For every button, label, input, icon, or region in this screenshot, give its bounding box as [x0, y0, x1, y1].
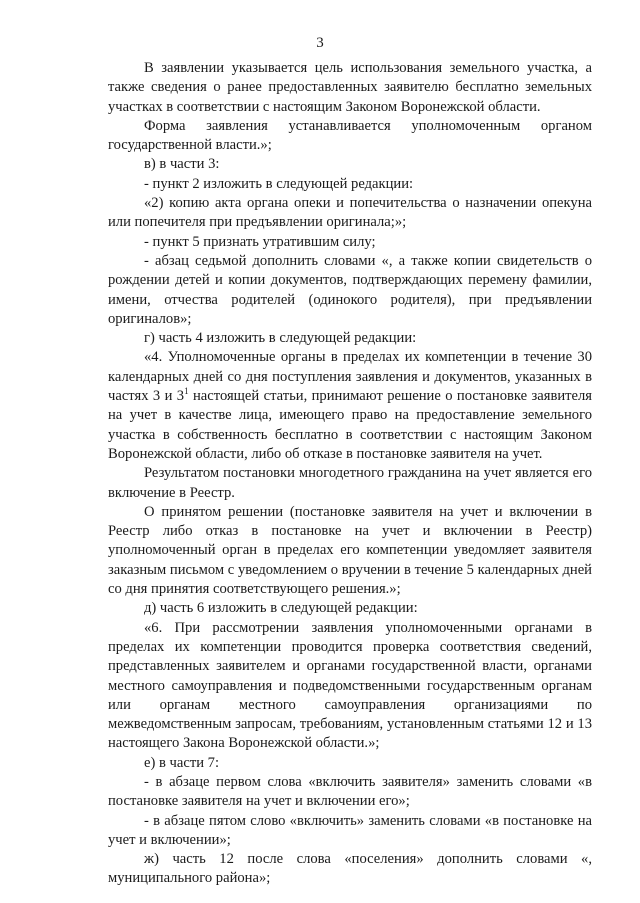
- paragraph: е) в части 7:: [144, 754, 220, 771]
- paragraph: в) в части 3:: [144, 156, 220, 173]
- paragraph: д) часть 6 изложить в следующей редакции:: [144, 600, 418, 617]
- paragraph: Форма заявления устанавливается уполномоченным органом государственной власти.»;: [108, 117, 592, 154]
- paragraph-part-4-text-b: настоящей статьи, принимают решение о постановке заявителя на учет в качестве лица, имеющего право на предоставление земельного участка в собственность бесплатно в соответствии с настоящим Законом Воронежской области, либо об отказе в постановке заявителя на учет.: [108, 388, 593, 462]
- paragraph: - в абзаце первом слова «включить заявителя» заменить словами «в постановке заявителя на учет и включении его»;: [108, 773, 592, 810]
- document-body: [108, 59, 592, 889]
- paragraph: - пункт 2 изложить в следующей редакции:: [144, 175, 414, 192]
- paragraph-part-4-text-a: «4. Уполномоченные органы в пределах их компетенции в течение 30 календарных дней со дня поступления заявления и документов, указанных в частях 3 и 3: [108, 349, 592, 405]
- paragraph: «6. При рассмотрении заявления уполномоченными органами в пределах их компетенции проводится проверка соответствия сведений, представленных заявителем и органами государственной власти, органами местного самоуправления и подведомственными государственным органам или органам местного самоуправления организациями по межведомственным запросам, требованиям, установленным статьями 12 и 13 настоящего Закона Воронежской области.»;: [108, 619, 592, 752]
- paragraph: г) часть 4 изложить в следующей редакции:: [144, 330, 417, 347]
- paragraph: - абзац седьмой дополнить словами «, а также копии свидетельств о рождении детей и копии документов, подтверждающих перемену фамилии, имени, отчества родителей (одинокого родителя), при предъявлении оригиналов»;: [108, 252, 592, 327]
- paragraph: - пункт 5 признать утратившим силу;: [144, 233, 376, 250]
- paragraph: В заявлении указывается цель использования земельного участка, а также сведения о ранее предоставленных заявителю бесплатно земельных участках в соответствии с настоящим Законом Воронежской области.: [108, 60, 592, 115]
- paragraph: Результатом постановки многодетного гражданина на учет является его включение в Реестр.: [108, 465, 592, 501]
- page-number: 3: [316, 35, 324, 51]
- paragraph: - в абзаце пятом слово «включить» заменить словами «в постановке на учет и включении»;: [108, 812, 592, 848]
- paragraph: О принятом решении (постановке заявителя на учет и включении в Реестр либо отказ в постановке на учет и включении в Реестр) уполномоченный орган в пределах его компетенции уведомляет заявителя заказным письмом с уведомлением о вручении в течение 5 календарных дней со дня принятия соответствующего решения.»;: [108, 503, 592, 598]
- paragraph: ж) часть 12 после слова «поселения» дополнить словами «, муниципального района»;: [108, 851, 592, 887]
- paragraph-part-4: [108, 348, 592, 464]
- superscript: 1: [184, 386, 189, 397]
- paragraph: «2) копию акта органа опеки и попечительства о назначении опекуна или попечителя при предъявлении оригинала;»;: [108, 195, 592, 231]
